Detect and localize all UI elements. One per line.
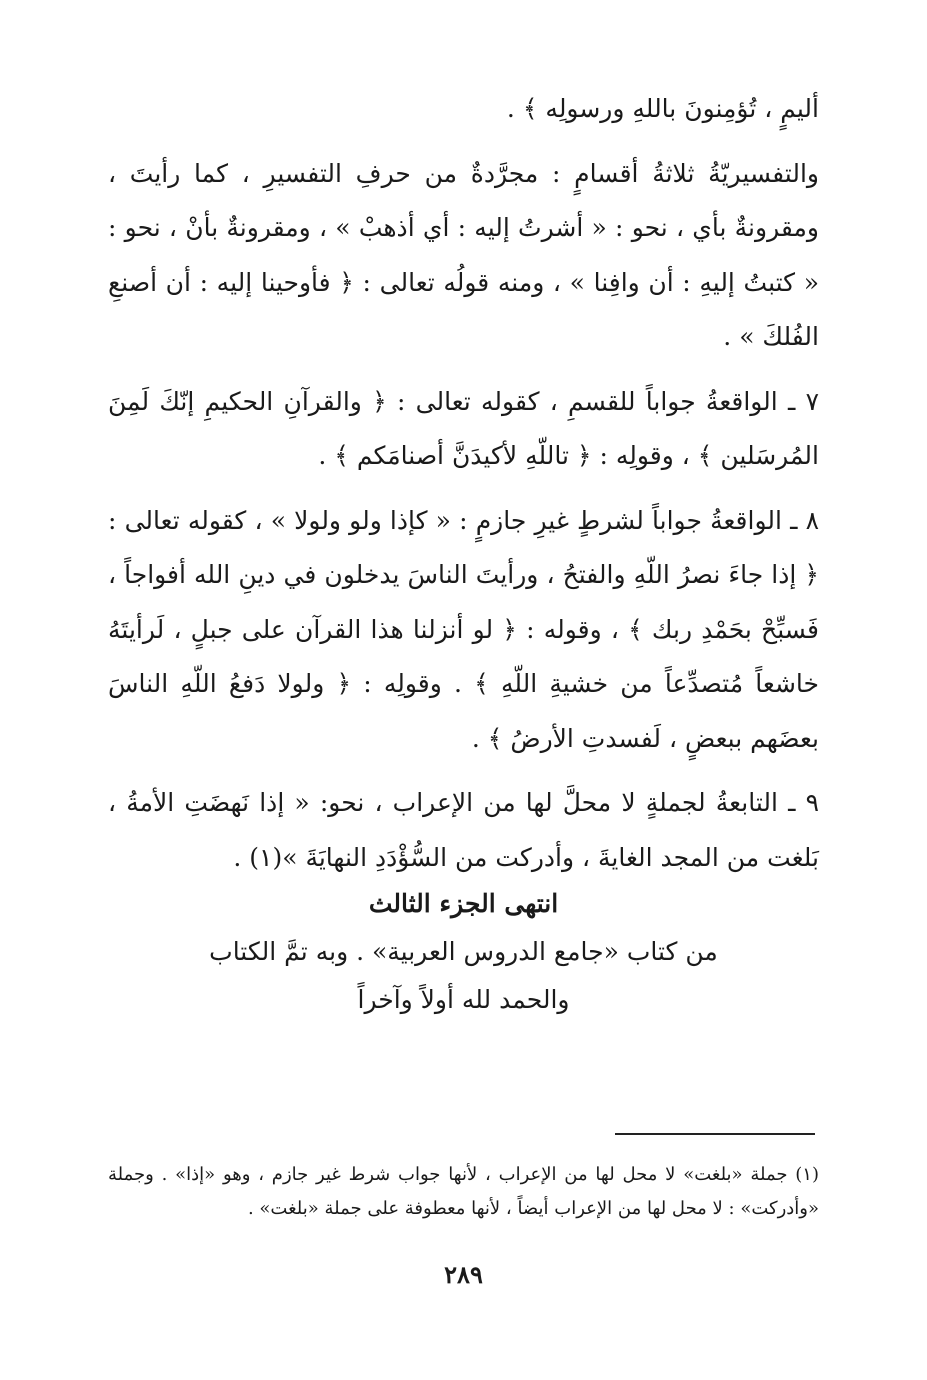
main-text (108, 82, 819, 895)
paragraph-3: ٧ ـ الواقعةُ جواباً للقسمِ ، كقوله تعالى : ﴿ والقرآنِ الحكيمِ إنّكَ لَمِنَ المُرسَلين ﴾ ، وقولِه : ﴿ تاللّهِ لأكيدَنَّ أصنامَكم ﴾ . (108, 386, 819, 470)
paragraph-1: أليمٍ ، تُؤمِنونَ باللهِ ورسولِه ﴾ . (506, 94, 819, 123)
closing-title: انتهى الجزء الثالث (368, 889, 559, 918)
footnote-1: (١) جملة «بلغت» لا محل لها من الإعراب ، لأنها جواب شرط غير جازم ، وهو «إذا» . وجملة «وأدركت» : لا محل لها من الإعراب أيضاً ، لأنها معطوفة على جملة «بلغت» . (108, 1164, 819, 1219)
closing-section (200, 880, 727, 1024)
page-number: ٢٨٩ (444, 1260, 483, 1289)
paragraph-5: ٩ ـ التابعةُ لجملةٍ لا محلَّ لها من الإعراب ، نحو: « إذا نَهضَتِ الأمةُ ، بَلغت من المجد الغايةَ ، وأدركت من السُّؤْدَدِ النهايَةَ »(١) . (108, 788, 819, 872)
paragraph-4: ٨ ـ الواقعةُ جواباً لشرطٍ غيرِ جازمٍ : « كإذا ولو ولولا » ، كقوله تعالى : ﴿ إذا جاءَ نصرُ اللّهِ والفتحُ ، ورأيتَ الناسَ يدخلون في دينِ الله أفواجاً ، فَسبِّحْ بحَمْدِ ربك ﴾ ، وقوله : ﴿ لو أنزلنا هذا القرآن على جبلٍ ، لَرأيتَهُ خاشعاً مُتصدِّعاً من خشيةِ اللّهِ ﴾ . وقولِه : ﴿ ولولا دَفعُ اللّهِ الناسَ بعضَهم ببعضٍ ، لَفسدتِ الأرضُ ﴾ . (108, 505, 819, 753)
paragraph-2: والتفسيريّةُ ثلاثةُ أقسامٍ : مجرَّدةٌ من حرفِ التفسيرِ ، كما رأيتَ ، ومقرونةٌ بأي ، نحو : « أشرتُ إليه : أي أذهبْ » ، ومقرونةٌ بأنْ ، نحو : « كتبتُ إليهِ : أن وافِنا » ، ومنه قولُه تعالى : ﴿ فأوحينا إليه : أن أصنعِ الفُلكَ » . (108, 158, 819, 351)
closing-line-1: من كتاب «جامع الدروس العربية» . وبه تمَّ الكتاب (209, 937, 718, 966)
closing-line-2: والحمد لله أولاً وآخراً (357, 985, 570, 1014)
footnote-divider (615, 1133, 815, 1135)
footnotes (108, 1158, 819, 1226)
